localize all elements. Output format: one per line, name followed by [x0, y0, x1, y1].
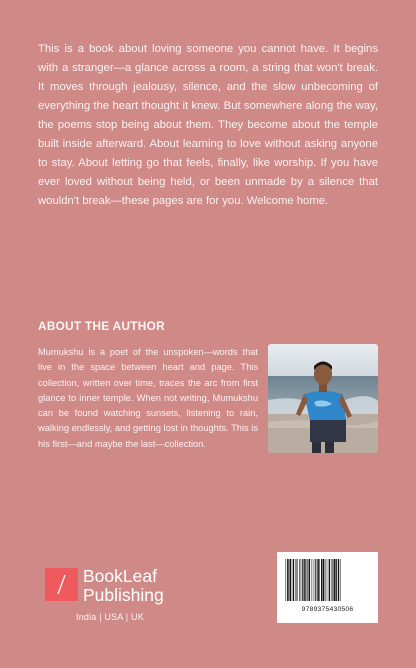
- about-author-heading: ABOUT THE AUTHOR: [38, 319, 165, 333]
- publisher-block: [45, 568, 195, 628]
- publisher-name-line1: BookLeaf: [83, 566, 157, 586]
- publisher-name-line2: Publishing: [83, 585, 164, 605]
- isbn-barcode: [277, 552, 378, 623]
- isbn-number: 9789375430506: [301, 606, 354, 613]
- author-bio: Mumukshu is a poet of the unspoken—words that live in the space between heart and page. This collection, written over time, traces the arc from first glance to inner temple. When not writing, Mumukshu can be found watching sunsets, listening to rain, walking endlessly, and getting lost in thoughts. This is his first—and maybe the last—collection.: [38, 347, 258, 449]
- publisher-regions: India | USA | UK: [76, 612, 144, 622]
- bookleaf-logo-icon: [45, 568, 78, 601]
- barcode-bars: [285, 559, 371, 601]
- author-photo: [268, 344, 378, 453]
- back-cover-blurb: This is a book about loving someone you cannot have. It begins with a stranger—a glance across a room, a string that won't break. It moves through jealousy, silence, and the slow unbecoming of everything the heart thought it knew. But somewhere along the way, the poems stop being about them. They become about the temple built inside afterward. About learning to love without asking anyone to stay. About letting go that feels, finally, like worship. If you have ever loved without being held, or been unmade by a silence that wouldn't break—these pages are for you. Welcome home.: [38, 43, 378, 207]
